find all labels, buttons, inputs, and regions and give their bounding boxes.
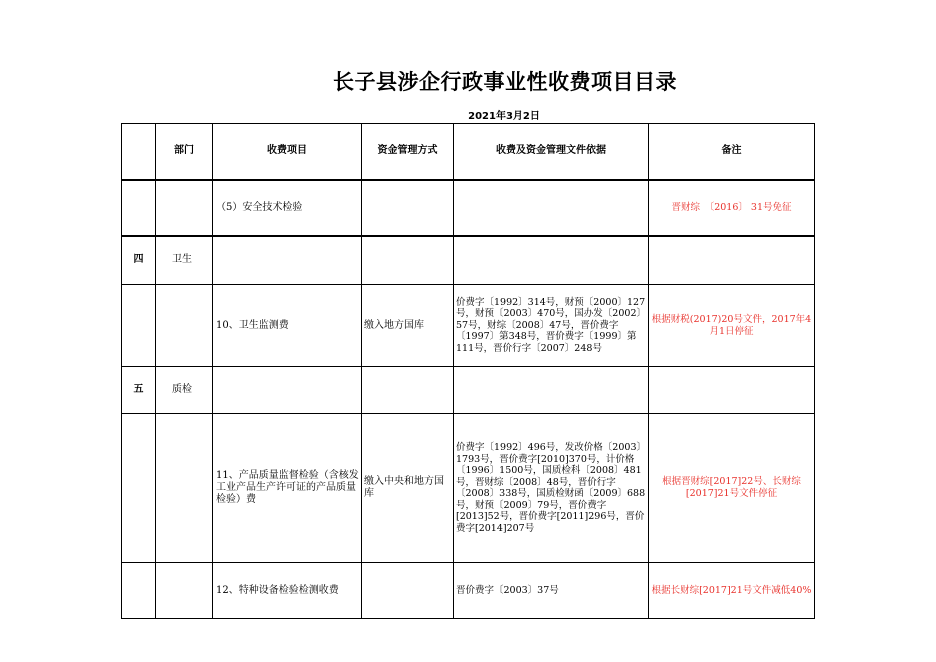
header-dept: 部门: [156, 124, 213, 180]
row-basis: 价费字〔1992〕496号，发改价格〔2003〕1793号，晋价费字[2010]370号，计价格〔1996〕1500号，国质检科〔2008〕481号，晋财综〔2008〕48号，晋价行字〔2008〕338号，国质检财函〔2009〕688号，财预〔2009〕79号，晋价费字[2013]52号，晋价费字[2011]296号，晋价费字[2014]207号: [454, 414, 649, 563]
table-row: [122, 236, 815, 285]
header-item: 收费项目: [213, 124, 362, 180]
row-dept: [156, 563, 213, 619]
table-row: [122, 414, 815, 563]
row-note: 根据晋财综[2017]22号、长财综[2017]21号文件停征: [649, 414, 815, 563]
row-item: 10、卫生监测费: [213, 285, 362, 367]
row-fund: 缴入中央和地方国库: [362, 414, 454, 563]
row-note: 根据长财综[2017]21号文件减低40%: [649, 563, 815, 619]
row-note: [649, 236, 815, 285]
row-index: [122, 285, 156, 367]
table-row: [122, 563, 815, 619]
row-basis: [454, 236, 649, 285]
row-index: 五: [122, 367, 156, 414]
row-item: [213, 236, 362, 285]
fee-table: [121, 123, 815, 619]
row-item: （5）安全技术检验: [213, 180, 362, 236]
row-fund: 缴入地方国库: [362, 285, 454, 367]
row-index: [122, 180, 156, 236]
row-note: 晋财综 〔2016〕 31号免征: [649, 180, 815, 236]
document-date: 2021年3月2日: [468, 111, 540, 122]
header-note: 备注: [649, 124, 815, 180]
header-basis: 收费及资金管理文件依据: [454, 124, 649, 180]
row-item: 12、特种设备检验检测收费: [213, 563, 362, 619]
header-index: [122, 124, 156, 180]
row-dept: [156, 285, 213, 367]
table-header-row: [122, 124, 815, 180]
row-basis: 价费字〔1992〕314号，财预〔2000〕127号，财预〔2003〕470号，国办发〔2002〕57号，财综〔2008〕47号，晋价费字〔1997〕第348号，晋价费字〔1999〕第111号，晋价行字〔2007〕248号: [454, 285, 649, 367]
row-index: [122, 414, 156, 563]
row-note: [649, 367, 815, 414]
row-index: [122, 563, 156, 619]
row-dept: [156, 414, 213, 563]
row-basis: 晋价费字〔2003〕37号: [454, 563, 649, 619]
header-fund: 资金管理方式: [362, 124, 454, 180]
row-fund: [362, 236, 454, 285]
row-item: 11、产品质量监督检验（含核发工业产品生产许可证的产品质量检验）费: [213, 414, 362, 563]
row-dept: 质检: [156, 367, 213, 414]
row-basis: [454, 180, 649, 236]
row-fund: [362, 563, 454, 619]
table-row: [122, 180, 815, 236]
row-fund: [362, 180, 454, 236]
table-row: [122, 285, 815, 367]
row-fund: [362, 367, 454, 414]
row-basis: [454, 367, 649, 414]
table-row: [122, 367, 815, 414]
row-index: 四: [122, 236, 156, 285]
row-dept: 卫生: [156, 236, 213, 285]
page-title: 长子县涉企行政事业性收费项目目录: [333, 70, 677, 94]
row-note: 根据财税(2017)20号文件，2017年4月1日停征: [649, 285, 815, 367]
row-item: [213, 367, 362, 414]
row-dept: [156, 180, 213, 236]
